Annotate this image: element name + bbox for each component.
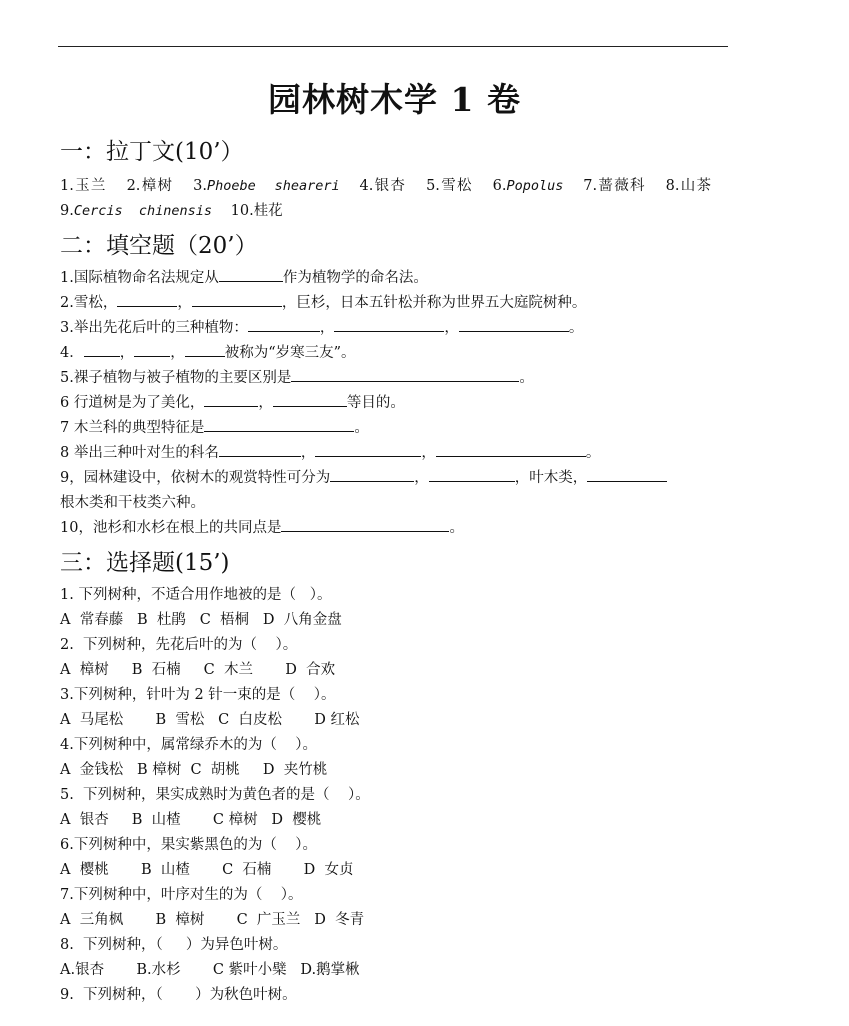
item-text: 蔷薇科 bbox=[597, 178, 646, 194]
fill-question-9 bbox=[60, 466, 730, 491]
item-text: 银杏 bbox=[373, 178, 407, 194]
answer-blank[interactable] bbox=[219, 442, 301, 457]
item-number: 7. bbox=[583, 178, 598, 194]
choice-options-line: A 银杏 B 山楂 C 樟树 D 樱桃 bbox=[60, 812, 322, 828]
item-text-latin: Cercis chinensis bbox=[73, 203, 213, 219]
item-text: 桂花 bbox=[253, 203, 283, 219]
choice-question-line: 2. 下列树种，先花后叶的为（ ）。 bbox=[60, 637, 298, 653]
question-text: 被称为“岁寒三友”。 bbox=[224, 345, 356, 361]
question-text: 9，园林建设中，依树木的观赏特性可分为 bbox=[60, 470, 331, 486]
item-number: 5. bbox=[426, 178, 440, 194]
choice-question-line: 9. 下列树种，（ ）为秋色叶树。 bbox=[60, 987, 297, 1003]
latin-item bbox=[360, 178, 407, 194]
answer-blank[interactable] bbox=[429, 467, 515, 482]
answer-blank[interactable] bbox=[248, 317, 320, 332]
answer-blank[interactable] bbox=[134, 342, 170, 357]
item-text: 玉兰 bbox=[73, 178, 107, 194]
latin-item bbox=[60, 178, 107, 194]
item-number: 4. bbox=[359, 178, 374, 194]
choice-options-line: A 三角枫 B 樟树 C 广玉兰 D 冬青 bbox=[60, 912, 365, 928]
answer-blank[interactable] bbox=[84, 342, 120, 357]
question-text: ， bbox=[444, 320, 459, 336]
answer-blank[interactable] bbox=[330, 467, 414, 482]
choice-options-line: A 马尾松 B 雪松 C 白皮松 D 红松 bbox=[60, 712, 360, 728]
choice-options-line: A.银杏 B.水杉 C 紫叶小檗 D.鹅掌楸 bbox=[60, 962, 360, 978]
question-text: ， bbox=[119, 345, 135, 361]
answer-blank[interactable] bbox=[436, 442, 586, 457]
latin-item bbox=[583, 178, 645, 194]
latin-item bbox=[426, 178, 473, 194]
item-number: 3. bbox=[193, 178, 207, 194]
question-text: 等目的。 bbox=[346, 395, 405, 411]
answer-blank[interactable] bbox=[204, 392, 258, 407]
item-text-latin: Popolus bbox=[506, 178, 564, 194]
fill-question-3 bbox=[60, 316, 730, 341]
item-text-latin: Phoebe sheareri bbox=[207, 178, 340, 194]
choice-options-line: A 樱桃 B 山楂 C 石楠 D 女贞 bbox=[60, 862, 354, 878]
latin-item bbox=[60, 203, 212, 219]
question-text: 3.举出先花后叶的三种植物： bbox=[60, 320, 248, 336]
header-rule bbox=[58, 46, 728, 47]
choice-question-line: 4.下列树种中，属常绿乔木的为（ ）。 bbox=[60, 737, 318, 753]
item-number: 10. bbox=[230, 203, 254, 219]
fill-in-questions bbox=[60, 266, 730, 541]
item-number: 6. bbox=[492, 178, 507, 194]
latin-item bbox=[231, 203, 283, 219]
item-number: 1. bbox=[60, 178, 74, 194]
section-heading-multiple-choice: 三：选择题(15’) bbox=[60, 550, 230, 576]
question-text: 。 bbox=[585, 445, 601, 461]
latin-item bbox=[666, 178, 711, 194]
question-text: 5.裸子植物与被子植物的主要区别是 bbox=[60, 370, 292, 386]
answer-blank[interactable] bbox=[204, 417, 354, 432]
choice-question-line: 7.下列树种中，叶序对生的为（ ）。 bbox=[60, 887, 303, 903]
page-title: 园林树木学 1 卷 bbox=[268, 80, 521, 119]
fill-question-2 bbox=[60, 291, 730, 316]
question-text: ，巨杉，日本五针松并称为世界五大庭院树种。 bbox=[281, 295, 587, 311]
answer-blank[interactable] bbox=[315, 442, 421, 457]
fill-question-4 bbox=[60, 341, 730, 366]
choice-question-line: 3.下列树种，针叶为 2 针一束的是（ ）。 bbox=[60, 687, 336, 703]
choice-question-line: 8. 下列树种，（ ）为异色叶树。 bbox=[60, 937, 288, 953]
question-text: ， bbox=[319, 320, 335, 336]
question-text: 7 木兰科的典型特征是 bbox=[60, 420, 205, 436]
exam-content bbox=[60, 134, 730, 1008]
question-text: 4． bbox=[60, 345, 84, 361]
question-text: ， bbox=[177, 295, 192, 311]
question-text: 。 bbox=[519, 370, 534, 386]
answer-blank[interactable] bbox=[185, 342, 225, 357]
question-text: ， bbox=[414, 470, 429, 486]
question-text: ， bbox=[258, 395, 273, 411]
question-text: ， bbox=[170, 345, 185, 361]
item-text: 雪松 bbox=[439, 178, 473, 194]
answer-blank[interactable] bbox=[281, 517, 449, 532]
choice-options-line: A 金钱松 B 樟树 C 胡桃 D 夹竹桃 bbox=[60, 762, 328, 778]
answer-blank[interactable] bbox=[291, 367, 519, 382]
question-text: ， bbox=[300, 445, 316, 461]
question-text: 。 bbox=[449, 520, 464, 536]
question-text: 8 举出三种叶对生的科名 bbox=[60, 445, 219, 461]
question-text: ，叶木类， bbox=[514, 470, 588, 486]
answer-blank[interactable] bbox=[192, 292, 282, 307]
section-heading-fill-in: 二：填空题（20’） bbox=[60, 233, 258, 259]
choice-question-line: 5. 下列树种，果实成熟时为黄色者的是（ ）。 bbox=[60, 787, 370, 803]
fill-question-6 bbox=[60, 391, 730, 416]
answer-blank[interactable] bbox=[219, 267, 283, 282]
item-number: 8. bbox=[665, 178, 680, 194]
choice-question-line: 1. 下列树种，不适合用作地被的是（ ）。 bbox=[60, 587, 332, 603]
item-text: 山茶 bbox=[679, 178, 712, 194]
question-text: 2.雪松， bbox=[60, 295, 118, 311]
latin-item bbox=[127, 178, 174, 194]
fill-question-7 bbox=[60, 416, 730, 441]
fill-question-8 bbox=[60, 441, 730, 466]
question-text: 根木类和干枝类六种。 bbox=[60, 495, 205, 511]
fill-question-9-continued bbox=[60, 491, 730, 516]
answer-blank[interactable] bbox=[334, 317, 444, 332]
question-text: 6 行道树是为了美化， bbox=[60, 395, 205, 411]
answer-blank[interactable] bbox=[459, 317, 569, 332]
latin-item bbox=[493, 178, 564, 194]
fill-question-10 bbox=[60, 516, 730, 541]
choice-question-line: 6.下列树种中，果实紫黑色的为（ ）。 bbox=[60, 837, 318, 853]
choice-questions bbox=[60, 583, 730, 1008]
question-text: 10，池杉和水杉在根上的共同点是 bbox=[60, 520, 282, 536]
item-number: 9. bbox=[60, 203, 74, 219]
answer-blank[interactable] bbox=[273, 392, 347, 407]
question-text: ， bbox=[421, 445, 436, 461]
question-text: 。 bbox=[354, 420, 369, 436]
fill-question-5 bbox=[60, 366, 730, 391]
item-number: 2. bbox=[126, 178, 141, 194]
answer-blank[interactable] bbox=[587, 467, 667, 482]
latin-item bbox=[193, 178, 339, 194]
question-text: 。 bbox=[568, 320, 584, 336]
choice-options-line: A 常春藤 B 杜鹃 C 梧桐 D 八角金盘 bbox=[60, 612, 342, 628]
item-text: 樟树 bbox=[140, 178, 174, 194]
question-text: 作为植物学的命名法。 bbox=[282, 270, 428, 286]
answer-blank[interactable] bbox=[117, 292, 177, 307]
latin-items bbox=[60, 174, 725, 224]
question-text: 1.国际植物命名法规定从 bbox=[60, 270, 219, 286]
choice-options-line: A 樟树 B 石楠 C 木兰 D 合欢 bbox=[60, 662, 336, 678]
section-heading-latin: 一：拉丁文(10’） bbox=[60, 139, 244, 165]
fill-question-1 bbox=[60, 266, 730, 291]
